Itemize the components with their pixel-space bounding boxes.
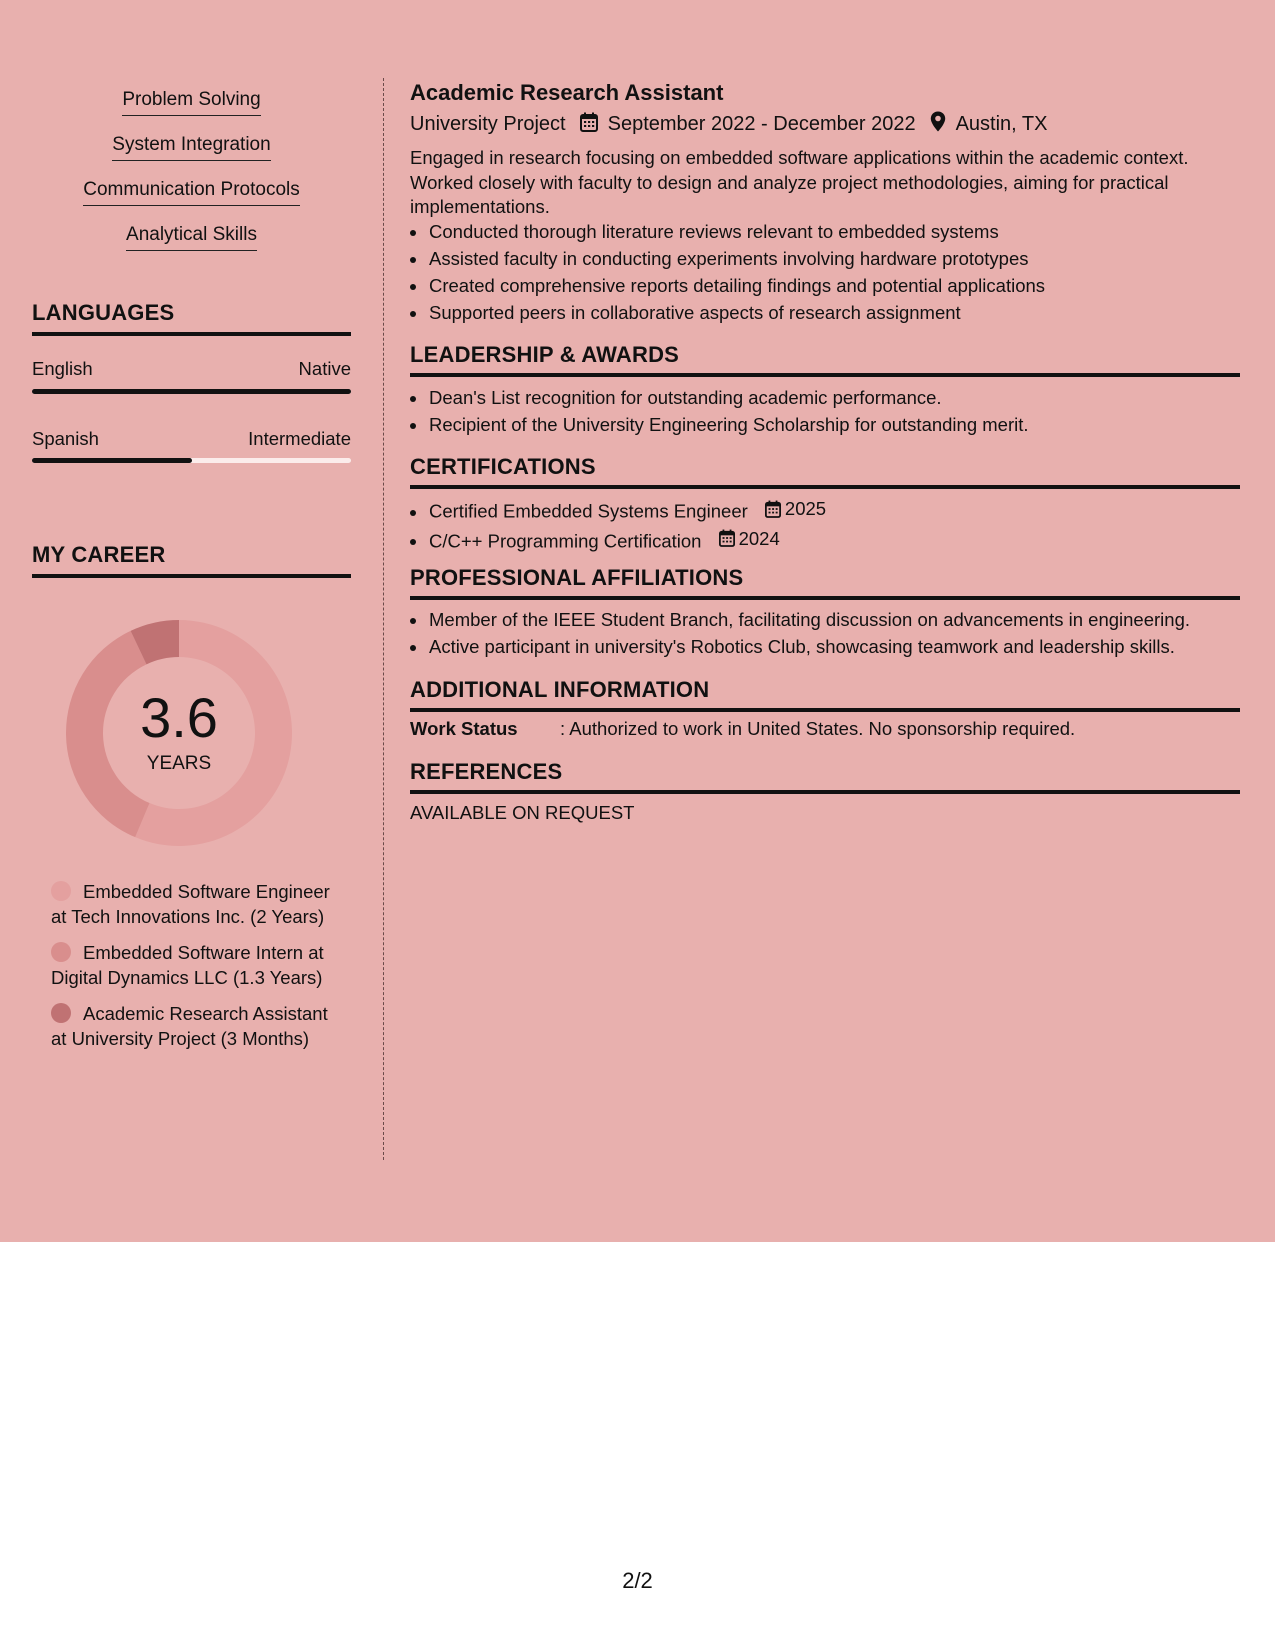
legend-item [51, 880, 341, 929]
certifications-heading: CERTIFICATIONS [410, 454, 1240, 489]
additional-info-heading: ADDITIONAL INFORMATION [410, 677, 1240, 712]
legend-dot [51, 942, 71, 962]
language-level: Intermediate [248, 428, 351, 449]
certification-date [719, 525, 780, 552]
language-row-spanish [32, 428, 351, 450]
list-item: • Dean's List recognition for outstanding academic performance. [428, 384, 1238, 411]
references-text: AVAILABLE ON REQUEST [410, 802, 635, 823]
career-total-unit: YEARS [146, 753, 212, 774]
legend-item [51, 941, 341, 990]
list-item: • Member of the IEEE Student Branch, facilitating discussion on advancements in engineering. [428, 606, 1238, 633]
work-status-value: : Authorized to work in United States. No sponsorship required. [560, 718, 1076, 739]
language-bar-fill [32, 458, 192, 463]
job-location: Austin, TX [955, 113, 1048, 135]
list-item: • Conducted thorough literature reviews relevant to embedded systems [428, 218, 1238, 245]
legend-dot [51, 1003, 71, 1023]
skill-item [32, 223, 351, 268]
language-bar-english [32, 389, 351, 394]
career-donut-chart [66, 620, 292, 846]
certification-year: 2024 [738, 527, 780, 549]
page-number: 2/2 [622, 1568, 653, 1593]
certification-date [765, 495, 826, 522]
career-legend [51, 880, 341, 1063]
legend-dot [51, 881, 71, 901]
certification-name: C/C++ Programming Certification [429, 530, 702, 551]
skill-item [32, 88, 351, 133]
language-name: Spanish [32, 428, 99, 449]
job-company: University Project [410, 113, 566, 135]
certification-name: Certified Embedded Systems Engineer [429, 500, 748, 522]
column-divider [383, 78, 384, 1160]
skill-item [32, 178, 351, 223]
career-heading: MY CAREER [32, 542, 351, 578]
language-name: English [32, 358, 93, 379]
skill-label: Problem Solving [122, 88, 260, 116]
certification-year: 2025 [784, 498, 827, 519]
job-title: Academic Research Assistant [410, 80, 724, 105]
references-heading: REFERENCES [410, 759, 1240, 794]
affiliations-list [428, 606, 1238, 660]
skills-list [32, 88, 351, 268]
calendar-icon [719, 529, 735, 547]
list-item [428, 525, 1238, 555]
legend-label: Embedded Software Engineer at Tech Innovations Inc. (2 Years) [51, 881, 330, 927]
language-row-english [32, 358, 351, 380]
skill-label: Communication Protocols [83, 178, 299, 206]
calendar-icon [580, 112, 598, 138]
language-level: Native [298, 358, 351, 379]
list-item: • Active participant in university's Robotics Club, showcasing teamwork and leadership skills. [428, 633, 1238, 660]
location-pin-icon [930, 111, 946, 138]
work-status-label: Work Status [410, 718, 518, 739]
job-dates: September 2022 - December 2022 [607, 113, 916, 135]
leadership-list [428, 384, 1238, 438]
skill-label: Analytical Skills [126, 223, 257, 251]
job-description: Engaged in research focusing on embedded software applications within the academic context. Worked closely with faculty to design and analyze project methodologies, aiming for practical implementations. [410, 147, 1189, 217]
list-item: • Recipient of the University Engineering Scholarship for outstanding merit. [428, 411, 1238, 438]
legend-label: Embedded Software Intern at Digital Dynamics LLC (1.3 Years) [51, 942, 324, 988]
legend-item [51, 1002, 341, 1051]
language-bar-fill [32, 389, 351, 394]
language-bar-spanish [32, 458, 351, 463]
work-status-row [410, 718, 1075, 740]
list-item: • Supported peers in collaborative aspects of research assignment [428, 299, 1238, 326]
calendar-icon [765, 500, 781, 518]
career-total-value: 3.6 [140, 686, 218, 749]
skill-label: System Integration [112, 133, 270, 161]
legend-label: Academic Research Assistant at University Project (3 Months) [51, 1003, 328, 1049]
list-item: • Assisted faculty in conducting experiments involving hardware prototypes [428, 245, 1238, 272]
affiliations-heading: PROFESSIONAL AFFILIATIONS [410, 565, 1240, 600]
skill-item [32, 133, 351, 178]
list-item [428, 495, 1238, 525]
certifications-list [428, 495, 1238, 554]
job-meta [410, 111, 1047, 138]
languages-heading: LANGUAGES [32, 300, 351, 336]
list-item: • Created comprehensive reports detailing findings and potential applications [428, 272, 1238, 299]
job-bullet-list [428, 218, 1238, 326]
leadership-heading: LEADERSHIP & AWARDS [410, 342, 1240, 377]
